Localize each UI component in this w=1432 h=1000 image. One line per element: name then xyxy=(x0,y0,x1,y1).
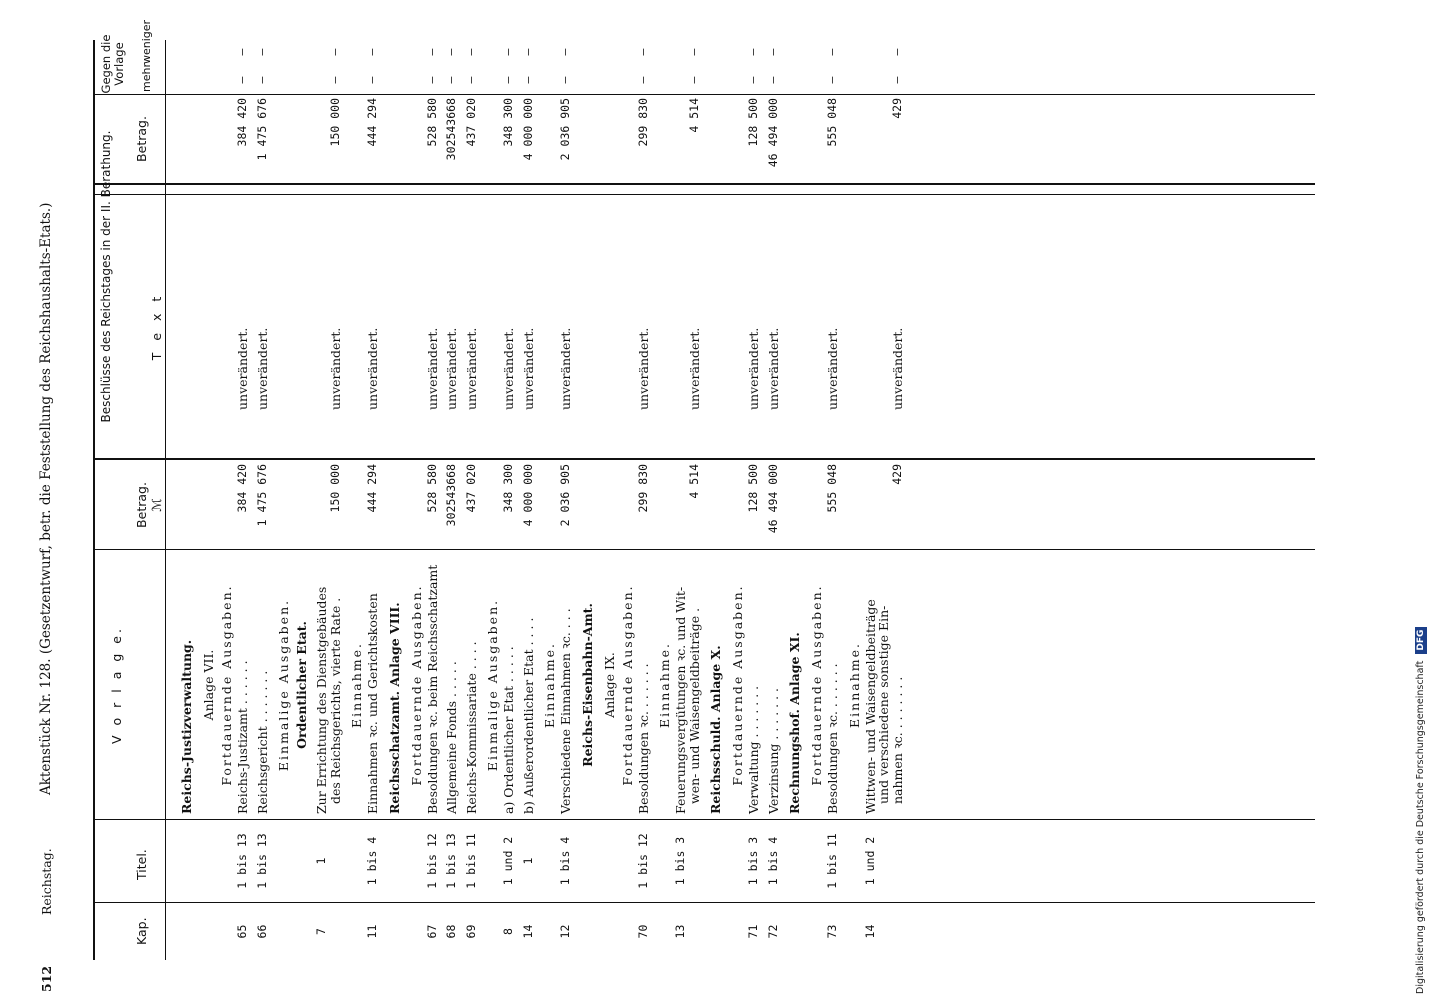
mehr-cell: — xyxy=(635,76,650,84)
mehr-cell: — xyxy=(254,76,269,84)
betrag-cell: 384 420 xyxy=(235,464,249,513)
section-heading: Fortdauernde Ausgaben. xyxy=(619,584,635,786)
titel-cell: 1 bis 13 xyxy=(444,833,458,889)
kap-cell: 12 xyxy=(558,924,572,939)
vorlage-text: Besoldungen ꝛc. . . . . . . xyxy=(635,663,651,814)
beschluss-text: unverändert. xyxy=(235,327,250,410)
weniger-cell: — xyxy=(444,48,458,56)
mehr-cell: — xyxy=(444,76,458,84)
beschluss-text: unverändert. xyxy=(327,327,343,410)
section-heading: Einnahme. xyxy=(846,642,862,728)
weniger-cell: — xyxy=(235,48,249,56)
mehr-cell: — xyxy=(520,76,535,84)
kap-cell: 73 xyxy=(825,924,839,939)
col-header-text: T e x t xyxy=(149,292,164,361)
weniger-cell: — xyxy=(765,48,780,56)
betrag-cell: 128 500 xyxy=(746,464,760,513)
titel-cell: 1 bis 4 xyxy=(765,836,780,886)
betrag-cell: 302543668 xyxy=(444,464,458,527)
betrag2-cell: 2 036 905 xyxy=(558,98,572,161)
titel-cell: 1 bis 12 xyxy=(635,833,650,889)
betrag2-cell: 348 300 xyxy=(501,98,515,147)
col-header-beschluesse: Beschlüsse des Reichstages in der II. Berathung. xyxy=(99,130,113,423)
betrag2-cell: 444 294 xyxy=(365,98,379,147)
vorlage-text-cont: nahmen ꝛc. . . . . . . . xyxy=(889,676,905,804)
col-rule-mehr xyxy=(93,94,1315,95)
beschluss-text: unverändert. xyxy=(825,327,840,410)
section-heading: Reichsschuld. Anlage X. xyxy=(708,645,723,814)
betrag-cell: 4 514 xyxy=(686,464,701,499)
section-heading: Einmalige Ausgaben. xyxy=(276,598,291,772)
kap-cell: 69 xyxy=(463,924,478,939)
betrag2-cell: 555 048 xyxy=(825,98,839,147)
weniger-cell: — xyxy=(501,48,515,56)
section-heading: Einnahme. xyxy=(349,642,364,728)
betrag2-cell: 437 020 xyxy=(463,98,478,147)
vorlage-text-cont: wen- und Waisengeldbeiträge . xyxy=(686,607,702,804)
beschluss-text: unverändert. xyxy=(746,327,761,410)
titel-cell: 1 bis 4 xyxy=(365,836,379,886)
mehr-cell: — xyxy=(558,76,572,84)
weniger-cell: — xyxy=(254,48,269,56)
titel-cell: 1 bis 11 xyxy=(463,833,478,889)
kap-cell: 71 xyxy=(746,924,760,939)
weniger-cell: — xyxy=(889,48,904,56)
vorlage-text: Feuerungsvergütungen ꝛc. und Wit- xyxy=(673,586,688,814)
beschluss-text: unverändert. xyxy=(254,327,270,410)
betrag-cell: 150 000 xyxy=(327,464,342,513)
page-number: 512 xyxy=(39,965,54,992)
betrag-cell: 528 580 xyxy=(424,464,439,513)
vorlage-text: Verwaltung . . . . . . . xyxy=(746,685,761,814)
beschluss-text: unverändert. xyxy=(558,327,573,410)
vorlage-text: Verzinsung . . . . . . . xyxy=(765,687,781,814)
kap-cell: 70 xyxy=(635,924,650,939)
mehr-cell: — xyxy=(825,76,839,84)
betrag-cell: 299 830 xyxy=(635,464,650,513)
weniger-cell: — xyxy=(520,48,535,56)
mehr-cell: — xyxy=(235,76,249,84)
col-header-gegen: Gegen die Vorlage xyxy=(99,34,126,94)
titel-cell: 1 bis 4 xyxy=(558,836,572,886)
vorlage-text-cont: und verschiedene sonstige Ein- xyxy=(876,605,891,804)
betrag2-cell: 429 xyxy=(889,98,904,119)
section-heading: Einnahme. xyxy=(542,642,557,728)
kap-cell: 66 xyxy=(254,924,269,939)
dfg-funding-strip xyxy=(1412,4,1430,996)
mehr-cell: — xyxy=(424,76,439,84)
section-heading: Ordentlicher Etat. xyxy=(294,621,309,749)
col-header-kap: Kap. xyxy=(134,917,149,945)
section-heading: Reichs-Justizverwaltung. xyxy=(179,639,194,814)
betrag-cell: 429 xyxy=(889,464,904,485)
betrag2-cell: 4 000 000 xyxy=(520,98,535,161)
vorlage-text: Reichs-Kommissariate . . . . xyxy=(463,641,479,814)
weniger-cell: — xyxy=(463,48,478,56)
mehr-cell: — xyxy=(327,76,342,84)
vorlage-text: Reichsgericht . . . . . . . xyxy=(254,670,270,814)
section-heading: Fortdauernde Ausgaben. xyxy=(408,584,424,786)
weniger-cell: — xyxy=(365,48,379,56)
mehr-cell: — xyxy=(765,76,780,84)
betrag2-cell: 299 830 xyxy=(635,98,650,147)
vorlage-text: Zur Errichtung des Dienstgebäudes xyxy=(314,586,329,814)
section-heading: Einnahme. xyxy=(657,642,672,728)
weniger-cell: — xyxy=(635,48,650,56)
kap-cell: 14 xyxy=(520,924,535,939)
kap-cell: 13 xyxy=(673,924,687,939)
weniger-cell: — xyxy=(746,48,760,56)
col-header-titel: Titel. xyxy=(134,849,149,880)
dfg-funding-note xyxy=(1412,2,1430,996)
vorlage-text: Reichs-Justizamt . . . . . . xyxy=(235,660,250,814)
col-rule-betrag2 xyxy=(93,183,1315,185)
mehr-cell: — xyxy=(686,76,701,84)
mehr-cell: — xyxy=(365,76,379,84)
betrag-cell: 1 475 676 xyxy=(254,464,269,527)
section-heading: Reichsschatzamt. Anlage VIII. xyxy=(386,602,402,814)
titel-cell: 1 bis 13 xyxy=(254,833,269,889)
mehr-cell: — xyxy=(746,76,760,84)
vorlage-text: a) Ordentlicher Etat . . . . . xyxy=(501,646,516,814)
betrag2-cell: 128 500 xyxy=(746,98,760,147)
kap-cell: 7 xyxy=(314,928,328,935)
beschluss-text: unverändert. xyxy=(444,327,459,410)
mehr-cell: — xyxy=(889,76,904,84)
beschluss-text: unverändert. xyxy=(424,327,440,410)
beschluss-text: unverändert. xyxy=(765,327,781,410)
betrag-cell: 437 020 xyxy=(463,464,478,513)
section-heading: Einmalige Ausgaben. xyxy=(485,598,500,772)
table-top-rule xyxy=(93,40,95,960)
titel-cell: 1 und 2 xyxy=(501,836,515,886)
col-rule-kap xyxy=(93,902,1315,903)
section-heading: Anlage IX. xyxy=(601,652,617,718)
kap-cell: 72 xyxy=(765,924,780,939)
vorlage-text: Besoldungen ꝛc. beim Reichsschatzamt xyxy=(424,564,440,814)
vorlage-text: Besoldungen ꝛc. . . . . . . xyxy=(825,663,840,814)
titel-cell: 1 bis 3 xyxy=(673,836,687,886)
kap-cell: 8 xyxy=(501,928,515,935)
titel-cell: 1 bis 12 xyxy=(424,833,439,889)
col-header-vorlage: V o r l a g e. xyxy=(109,626,124,744)
weniger-cell: — xyxy=(424,48,439,56)
titel-cell: 1 bis 11 xyxy=(825,833,839,889)
betrag2-cell: 4 514 xyxy=(686,98,701,133)
kap-cell: 68 xyxy=(444,924,458,939)
vorlage-text: Einnahmen ꝛc. und Gerichtskosten xyxy=(365,593,380,814)
titel-cell: 1 bis 13 xyxy=(235,833,249,889)
col-rule-text xyxy=(93,194,1315,195)
betrag-cell: 555 048 xyxy=(825,464,839,513)
header-bottom-rule xyxy=(165,40,166,960)
col-header-mehr: mehr xyxy=(140,63,153,92)
beschluss-text: unverändert. xyxy=(635,327,651,410)
page-title: Aktenstück Nr. 128. (Gesetzentwurf, betr. die Feststellung des Reichshaushalts-Etats.) xyxy=(38,202,54,795)
titel-cell: 1 xyxy=(314,857,328,865)
chamber-header: Reichstag. xyxy=(39,848,54,915)
betrag2-cell: 384 420 xyxy=(235,98,249,147)
beschluss-text: unverändert. xyxy=(520,327,536,410)
betrag2-cell: 1 475 676 xyxy=(254,98,269,161)
betrag2-cell: 528 580 xyxy=(424,98,439,147)
beschluss-text: unverändert. xyxy=(501,327,516,410)
beschluss-text: unverändert. xyxy=(365,327,380,410)
kap-cell: 67 xyxy=(424,924,439,939)
section-heading: Fortdauernde Ausgaben. xyxy=(730,584,745,786)
dfg-logo: DFG xyxy=(1415,627,1427,654)
dfg-note-text: Digitalisierung gefördert durch die Deutsche Forschungsgemeinschaft xyxy=(1415,660,1426,994)
vorlage-text: Verschiedene Einnahmen ꝛc. . . . xyxy=(558,608,573,814)
section-heading: Fortdauernde Ausgaben. xyxy=(809,584,824,786)
section-heading: Anlage VII. xyxy=(201,649,216,721)
vorlage-text: b) Außerordentlicher Etat . . . . xyxy=(520,617,536,814)
betrag2-cell: 46 494 000 xyxy=(765,98,780,168)
weniger-cell: — xyxy=(327,48,342,56)
vorlage-text: Allgemeine Fonds . . . . . xyxy=(444,661,459,814)
betrag2-cell: 302543668 xyxy=(444,98,458,161)
titel-cell: 1 und 2 xyxy=(862,836,877,886)
section-heading: Rechnungshof. Anlage XI. xyxy=(787,632,802,814)
col-header-mark: ℳ xyxy=(149,498,164,512)
titel-cell: 1 xyxy=(520,857,535,865)
beschluss-text: unverändert. xyxy=(463,327,479,410)
titel-cell: 1 bis 3 xyxy=(746,836,760,886)
mehr-cell: — xyxy=(463,76,478,84)
col-header-betrag2: Betrag. xyxy=(134,116,149,162)
section-heading: Reichs-Eisenbahn-Amt. xyxy=(579,603,595,767)
vorlage-text-cont: des Reichsgerichts, vierte Rate . xyxy=(327,597,343,804)
betrag-cell: 46 494 000 xyxy=(765,464,780,534)
betrag2-cell: 150 000 xyxy=(327,98,342,147)
beschluss-text: unverändert. xyxy=(686,327,702,410)
betrag-cell: 4 000 000 xyxy=(520,464,535,527)
vorlage-text: Wittwen- und Waisengeldbeiträge xyxy=(862,599,878,814)
weniger-cell: — xyxy=(558,48,572,56)
weniger-cell: — xyxy=(825,48,839,56)
col-header-betrag: Betrag. xyxy=(134,482,149,528)
col-header-weniger: weniger xyxy=(140,19,153,64)
weniger-cell: — xyxy=(686,48,701,56)
col-rule-betrag xyxy=(93,458,1315,460)
section-heading: Fortdauernde Ausgaben. xyxy=(219,584,234,786)
betrag-cell: 2 036 905 xyxy=(558,464,572,527)
kap-cell: 14 xyxy=(862,924,877,939)
beschluss-text: unverändert. xyxy=(889,327,905,410)
kap-cell: 65 xyxy=(235,924,249,939)
mehr-cell: — xyxy=(501,76,515,84)
kap-cell: 11 xyxy=(365,924,379,939)
betrag-cell: 444 294 xyxy=(365,464,379,513)
betrag-cell: 348 300 xyxy=(501,464,515,513)
